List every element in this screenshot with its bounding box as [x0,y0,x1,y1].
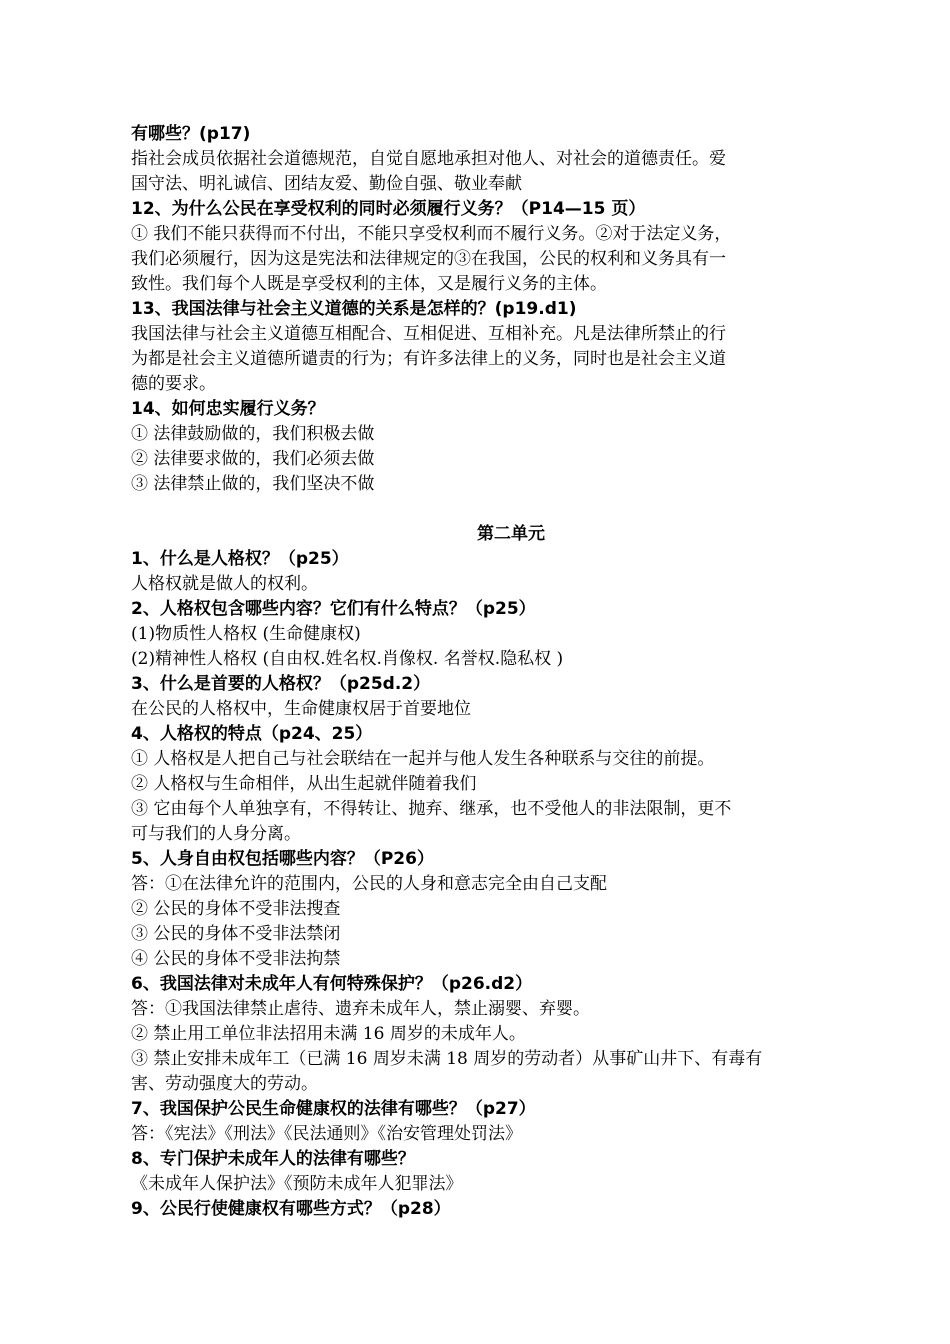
answer-line: ② 禁止用工单位非法招用未满 16 周岁的未成年人。 [131,1024,526,1044]
answer-line: 我们必须履行，因为这是宪法和法律规定的③在我国，公民的权利和义务具有一 [131,249,726,269]
answer-line: 为都是社会主义道德所谴责的行为；有许多法律上的义务，同时也是社会主义道 [131,349,726,369]
answer-line: (1)物质性人格权 (生命健康权) [131,624,361,644]
answer-line: 德的要求。 [131,374,216,394]
answer-line: ① 法律鼓励做的，我们积极去做 [131,424,375,444]
answer-line: ① 人格权是人把自己与社会联结在一起并与他人发生各种联系与交往的前提。 [131,749,715,769]
answer-line: 答：①我国法律禁止虐待、遗弃未成年人，禁止溺婴、弃婴。 [131,999,590,1019]
question-line: 13、我国法律与社会主义道德的关系是怎样的？(p19.d1) [131,299,577,319]
answer-line: ③ 禁止安排未成年工（已满 16 周岁未满 18 周岁的劳动者）从事矿山井下、有毒有 [131,1049,763,1069]
answer-line: 在公民的人格权中，生命健康权居于首要地位 [131,699,471,719]
question-line: 有哪些？(p17) [131,124,251,144]
answer-line: 人格权就是做人的权利。 [131,574,318,594]
question-line: 2、人格权包含哪些内容？它们有什么特点？（p25） [131,599,536,619]
answer-line: 《未成年人保护法》《预防未成年人犯罪法》 [131,1174,463,1194]
question-line: 6、我国法律对未成年人有何特殊保护？（p26.d2） [131,974,533,994]
document-lines [131,122,831,1222]
answer-line: ③ 公民的身体不受非法禁闭 [131,924,341,944]
answer-line: ③ 法律禁止做的，我们坚决不做 [131,474,375,494]
section-heading: 第二单元 [477,524,545,544]
answer-line: (2)精神性人格权 (自由权.姓名权.肖像权. 名誉权.隐私权 ) [131,649,564,669]
answer-line: 我国法律与社会主义道德互相配合、互相促进、互相补充。凡是法律所禁止的行 [131,324,726,344]
question-line: 8、专门保护未成年人的法律有哪些？ [131,1149,415,1169]
answer-line: 国守法、明礼诚信、团结友爱、勤俭自强、敬业奉献 [131,174,522,194]
answer-line: ① 我们不能只获得而不付出，不能只享受权利而不履行义务。②对于法定义务， [131,224,732,244]
question-line: 12、为什么公民在享受权利的同时必须履行义务？（P14—15 页） [131,199,646,219]
question-line: 9、公民行使健康权有哪些方式？（p28） [131,1199,451,1219]
answer-line: ② 人格权与生命相伴，从出生起就伴随着我们 [131,774,477,794]
question-line: 14、如何忠实履行义务？ [131,399,325,419]
answer-line: 答：《宪法》《刑法》《民法通则》《治安管理处罚法》 [131,1124,522,1144]
answer-line: ② 公民的身体不受非法搜查 [131,899,341,919]
answer-line: ② 法律要求做的，我们必须去做 [131,449,375,469]
question-line: 4、人格权的特点（p24、25） [131,724,373,744]
question-line: 1、什么是人格权？（p25） [131,549,349,569]
answer-line: ③ 它由每个人单独享有，不得转让、抛弃、继承，也不受他人的非法限制，更不 [131,799,732,819]
answer-line: 害、劳动强度大的劳动。 [131,1074,318,1094]
answer-line: 答：①在法律允许的范围内，公民的人身和意志完全由自己支配 [131,874,607,894]
answer-line: 致性。我们每个人既是享受权利的主体，又是履行义务的主体。 [131,274,607,294]
answer-line: 可与我们的人身分离。 [131,824,301,844]
document-body [131,122,831,1222]
answer-line: ④ 公民的身体不受非法拘禁 [131,949,341,969]
question-line: 7、我国保护公民生命健康权的法律有哪些？（p27） [131,1099,536,1119]
question-line: 5、人身自由权包括哪些内容？（P26） [131,849,434,869]
answer-line: 指社会成员依据社会道德规范，自觉自愿地承担对他人、对社会的道德责任。爱 [131,149,726,169]
question-line: 3、什么是首要的人格权？（p25d.2） [131,674,431,694]
blank-line [131,497,831,522]
